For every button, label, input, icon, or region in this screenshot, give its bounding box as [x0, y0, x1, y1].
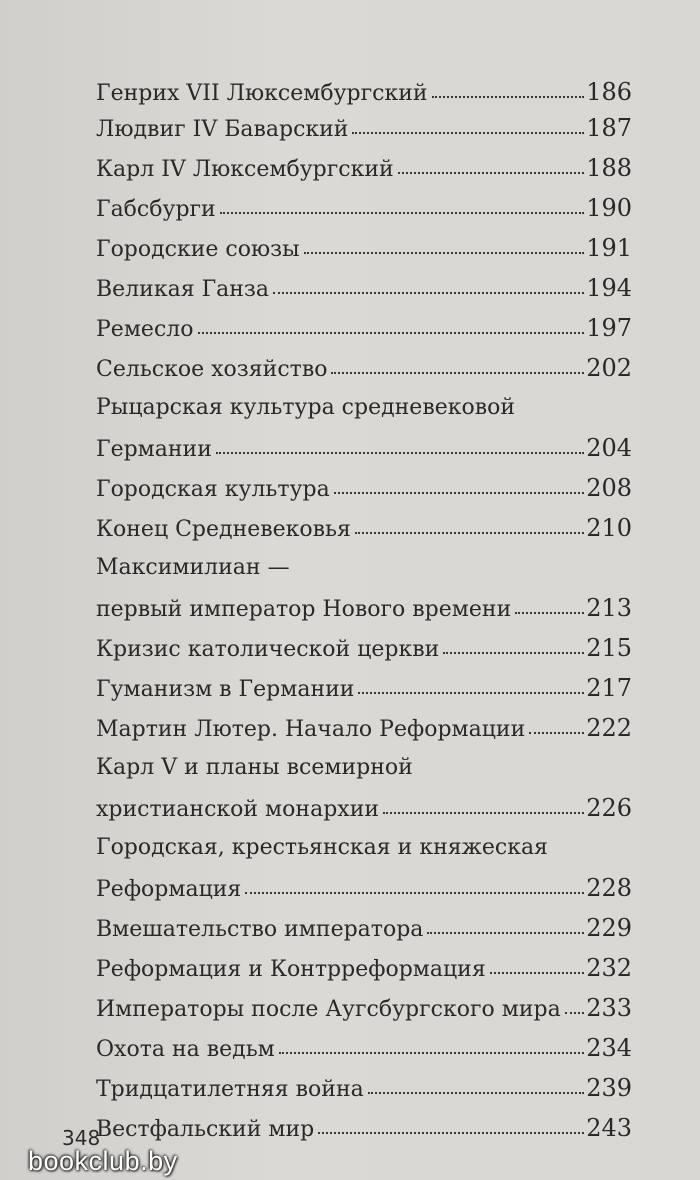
- dotted-leader: [273, 292, 584, 294]
- toc-entry-page: 226: [586, 794, 632, 822]
- toc-entry-title: Конец Средневековья: [96, 517, 351, 542]
- toc-entry: [96, 150, 632, 190]
- toc-entry-line-wrapped: [96, 750, 632, 790]
- toc-entry-page: 210: [586, 514, 632, 542]
- dotted-leader: [318, 1132, 584, 1134]
- toc-entry-page: 232: [586, 954, 632, 982]
- toc-entry-title: Генрих VII Люксембургский: [96, 81, 428, 106]
- dotted-leader: [198, 332, 585, 334]
- toc-entry-page: 229: [586, 914, 632, 942]
- toc-entry-title: Городские союзы: [96, 237, 300, 262]
- toc-entry-line: [96, 590, 632, 630]
- toc-entry-page: 222: [586, 714, 632, 742]
- toc-entry-title: Вестфальский мир: [96, 1117, 315, 1142]
- toc-entry-title: Кризис католической церкви: [96, 637, 440, 662]
- toc-entry-page: 204: [586, 434, 632, 462]
- toc-entry-page: 233: [586, 994, 632, 1022]
- dotted-leader: [515, 612, 584, 614]
- toc-entry-line-wrapped: [96, 830, 632, 870]
- toc-entry: [96, 950, 632, 990]
- toc-entry-line-wrapped: [96, 390, 632, 430]
- toc-entry-line: [96, 910, 632, 950]
- toc-entry-line: [96, 190, 632, 230]
- toc-entry: [96, 830, 632, 910]
- toc-entry-title: Германии: [96, 437, 212, 462]
- toc-entry-page: 239: [586, 1074, 632, 1102]
- toc-entry: [96, 750, 632, 830]
- toc-entry-title: Великая Ганза: [96, 277, 270, 302]
- toc-entry-line: [96, 1110, 632, 1150]
- toc-entry-line: [96, 710, 632, 750]
- toc-entry: [96, 350, 632, 390]
- toc-entry-line: [96, 950, 632, 990]
- dotted-leader: [368, 1092, 584, 1094]
- dotted-leader: [220, 212, 584, 214]
- toc-entry-line: [96, 670, 632, 710]
- toc-entry-page: 197: [586, 314, 632, 342]
- toc-entry-line: [96, 270, 632, 310]
- toc-entry-title: Вмешательство императора: [96, 917, 424, 942]
- toc-entry-title: Габсбурги: [96, 197, 216, 222]
- table-of-contents: [96, 74, 632, 1150]
- dotted-leader: [331, 372, 584, 374]
- toc-entry: [96, 1030, 632, 1070]
- toc-entry-line: [96, 470, 632, 510]
- toc-entry-line: [96, 110, 632, 150]
- toc-entry-page: 234: [586, 1034, 632, 1062]
- toc-entry-page: 217: [586, 674, 632, 702]
- toc-entry-line-wrapped: [96, 550, 632, 590]
- toc-entry: [96, 230, 632, 270]
- toc-entry-title: Ремесло: [96, 317, 194, 342]
- dotted-leader: [216, 452, 584, 454]
- toc-entry: [96, 310, 632, 350]
- toc-entry-line: [96, 1070, 632, 1110]
- toc-entry-line: [96, 430, 632, 470]
- toc-entry-line: [96, 74, 632, 110]
- toc-entry-line: [96, 1030, 632, 1070]
- toc-entry: [96, 630, 632, 670]
- toc-entry-line: [96, 510, 632, 550]
- dotted-leader: [443, 652, 584, 654]
- toc-entry: [96, 1110, 632, 1150]
- dotted-leader: [304, 252, 585, 254]
- toc-entry-page: 188: [586, 154, 632, 182]
- toc-entry: [96, 910, 632, 950]
- toc-entry-title: Городская, крестьянская и княжеская: [96, 835, 548, 860]
- toc-entry-page: 191: [586, 234, 632, 262]
- toc-entry-page: 228: [586, 874, 632, 902]
- dotted-leader: [352, 132, 584, 134]
- dotted-leader: [432, 96, 585, 98]
- toc-entry-line: [96, 310, 632, 350]
- toc-entry-title: Карл IV Люксембургский: [96, 157, 394, 182]
- toc-entry-title: Городская культура: [96, 477, 330, 502]
- dotted-leader: [358, 692, 584, 694]
- toc-entry-page: 243: [586, 1114, 632, 1142]
- toc-entry-line: [96, 870, 632, 910]
- dotted-leader: [565, 1012, 584, 1014]
- toc-entry-line: [96, 790, 632, 830]
- toc-entry-title: Карл V и планы всемирной: [96, 755, 413, 780]
- toc-entry-page: 208: [586, 474, 632, 502]
- toc-entry-title: Гуманизм в Германии: [96, 677, 355, 702]
- toc-entry: [96, 670, 632, 710]
- dotted-leader: [383, 812, 584, 814]
- toc-entry: [96, 390, 632, 470]
- toc-entry-line: [96, 150, 632, 190]
- toc-entry: [96, 190, 632, 230]
- toc-entry-title: Максимилиан —: [96, 555, 290, 580]
- dotted-leader: [427, 932, 584, 934]
- toc-entry-page: 194: [586, 274, 632, 302]
- toc-entry: [96, 550, 632, 630]
- toc-entry-title: Реформация: [96, 877, 242, 902]
- dotted-leader: [355, 532, 584, 534]
- dotted-leader: [334, 492, 584, 494]
- toc-entry: [96, 1070, 632, 1110]
- toc-entry-line: [96, 990, 632, 1030]
- page-number: 348: [62, 1126, 101, 1150]
- toc-entry: [96, 110, 632, 150]
- toc-entry-page: 202: [586, 354, 632, 382]
- toc-entry-page: 215: [586, 634, 632, 662]
- toc-entry: [96, 270, 632, 310]
- toc-entry-title: Императоры после Аугсбургского мира: [96, 997, 561, 1022]
- toc-entry-line: [96, 230, 632, 270]
- toc-entry-page: 190: [586, 194, 632, 222]
- toc-entry-line: [96, 350, 632, 390]
- toc-entry-title: Людвиг IV Баварский: [96, 117, 349, 142]
- dotted-leader: [279, 1052, 584, 1054]
- toc-entry-title: Охота на ведьм: [96, 1037, 275, 1062]
- dotted-leader: [490, 972, 584, 974]
- dotted-leader: [245, 892, 584, 894]
- toc-entry: [96, 510, 632, 550]
- toc-entry-title: первый император Нового времени: [96, 597, 512, 622]
- toc-entry-line: [96, 630, 632, 670]
- toc-entry-title: Рыцарская культура средневековой: [96, 395, 516, 420]
- toc-entry-title: Тридцатилетняя война: [96, 1077, 364, 1102]
- toc-entry-title: Мартин Лютер. Начало Реформации: [96, 717, 526, 742]
- dotted-leader: [529, 732, 584, 734]
- toc-entry-page: 187: [586, 114, 632, 142]
- dotted-leader: [398, 172, 585, 174]
- toc-entry-title: Сельское хозяйство: [96, 357, 328, 382]
- toc-entry-page: 213: [586, 594, 632, 622]
- watermark: bookclub.by: [28, 1146, 178, 1176]
- toc-entry: [96, 74, 632, 110]
- toc-entry: [96, 710, 632, 750]
- toc-entry-title: Реформация и Контрреформация: [96, 957, 486, 982]
- toc-entry: [96, 470, 632, 510]
- toc-entry-title: христианской монархии: [96, 797, 380, 822]
- toc-entry-page: 186: [586, 78, 632, 106]
- toc-entry: [96, 990, 632, 1030]
